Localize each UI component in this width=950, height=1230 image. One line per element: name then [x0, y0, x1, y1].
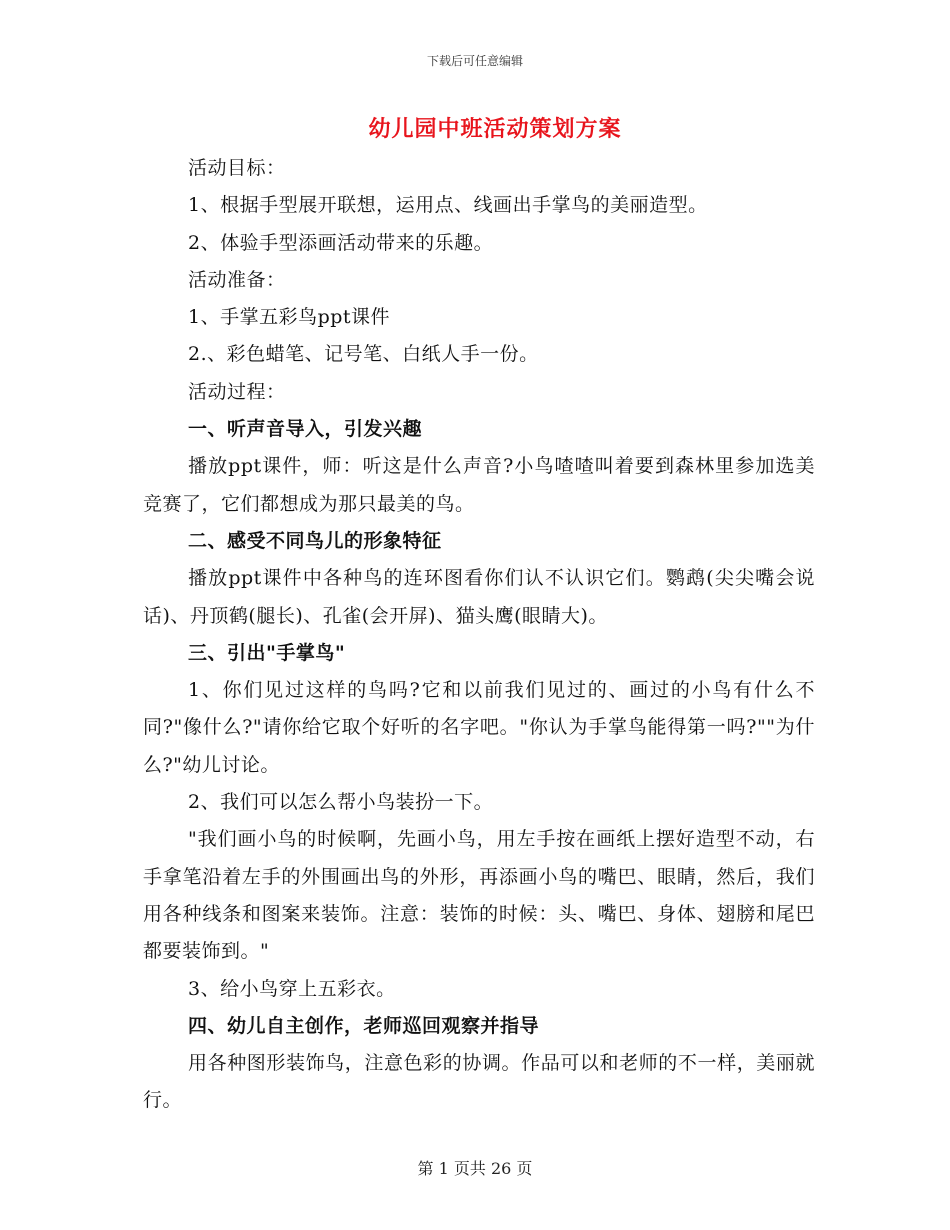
paragraph: 活动过程： — [188, 380, 286, 403]
paragraph: 播放ppt课件中各种鸟的连环图看你们认不认识它们。鹦鹉(尖尖嘴会说话)、丹顶鹤(腿长)、孔雀(会开屏)、猫头鹰(眼睛大)。 — [143, 567, 815, 627]
paragraph: 1、根据手型展开联想，运用点、线画出手掌鸟的美丽造型。 — [188, 194, 708, 217]
paragraph: 活动准备： — [188, 268, 286, 291]
section-heading: 二、感受不同鸟儿的形象特征 — [188, 529, 442, 552]
section-heading: 四、幼儿自主创作，老师巡回观察并指导 — [188, 1014, 540, 1037]
paragraph: 播放ppt课件，师：听这是什么声音?小鸟喳喳叫着要到森林里参加选美竞赛了，它们都想成为那只最美的鸟。 — [143, 455, 815, 515]
paragraph: 2.、彩色蜡笔、记号笔、白纸人手一份。 — [188, 343, 539, 366]
paragraph: 2、我们可以怎么帮小鸟装扮一下。 — [188, 791, 494, 814]
document-body — [143, 150, 815, 1120]
header-note: 下载后可任意编辑 — [426, 54, 523, 68]
page-number: 第 1 页共 26 页 — [417, 1159, 533, 1178]
paragraph: 1、你们见过这样的鸟吗?它和以前我们见过的、画过的小鸟有什么不同?"像什么?"请你给它取个好听的名字吧。"你认为手掌鸟能得第一吗?""为什么?"幼儿讨论。 — [143, 679, 815, 776]
section-heading: 一、听声音导入，引发兴趣 — [188, 418, 423, 441]
paragraph: "我们画小鸟的时候啊，先画小鸟，用左手按在画纸上摆好造型不动，右手拿笔沿着左手的外围画出鸟的外形，再添画小鸟的嘴巴、眼睛，然后，我们用各种线条和图案来装饰。注意：装饰的时候：头、嘴巴、身体、翅膀和尾巴都要装饰到。" — [143, 828, 815, 963]
paragraph: 活动目标： — [188, 157, 286, 179]
document-title: 幼儿园中班活动策划方案 — [368, 116, 622, 142]
paragraph: 用各种图形装饰鸟，注意色彩的协调。作品可以和老师的不一样，美丽就行。 — [143, 1052, 815, 1112]
paragraph: 1、手掌五彩鸟ppt课件 — [188, 306, 391, 329]
section-heading: 三、引出"手掌鸟" — [188, 641, 346, 664]
paragraph: 3、给小鸟穿上五彩衣。 — [188, 977, 396, 1000]
paragraph: 2、体验手型添画活动带来的乐趣。 — [188, 231, 494, 254]
